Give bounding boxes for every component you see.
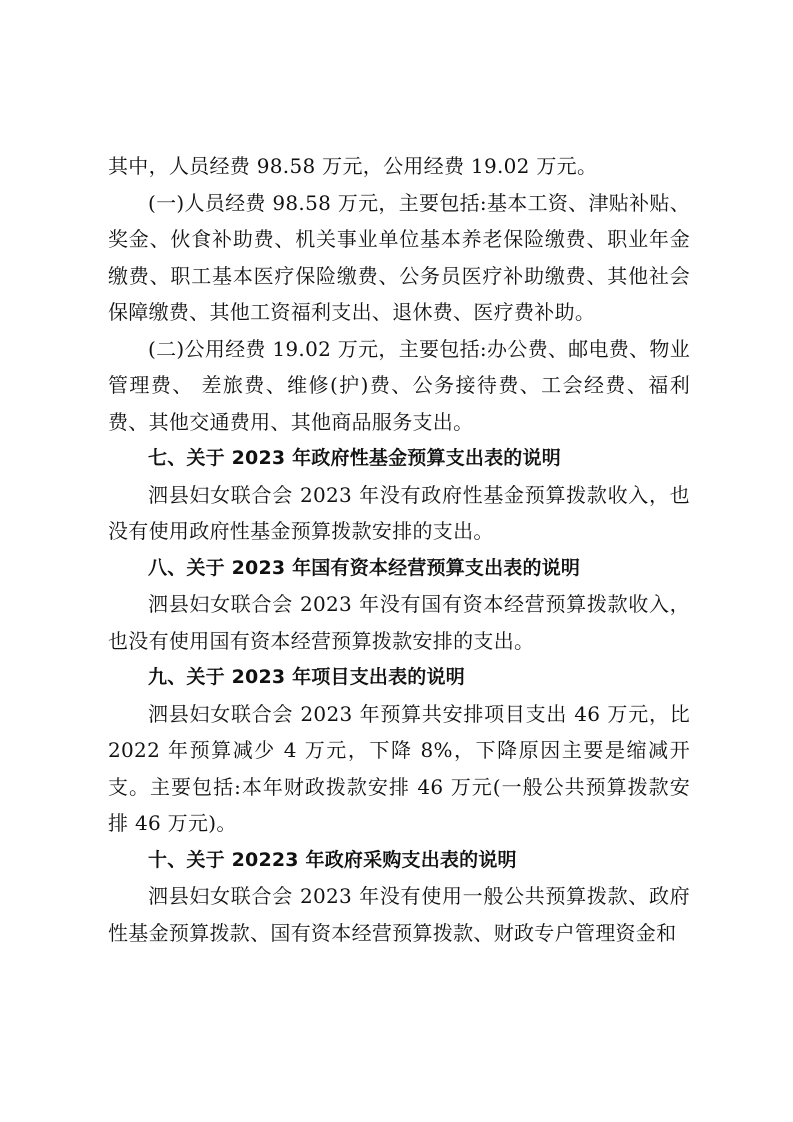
heading-section-8: 八、关于 2023 年国有资本经营预算支出表的说明 xyxy=(148,556,581,579)
paragraph-state-capital: 泗县妇女联合会 2023 年没有国有资本经营预算拨款收入，也没有使用国有资本经营预算拨款安排的支出。 xyxy=(108,592,690,653)
paragraph-public-expenses: (二)公用经费 19.02 万元，主要包括:办公费、邮电费、物业管理费、 差旅费、维修(护)费、公务接待费、工会经费、福利费、其他交通费用、其他商品服务支出。 xyxy=(108,336,690,434)
paragraph-project-expenses: 泗县妇女联合会 2023 年预算共安排项目支出 46 万元，比 2022 年预算减少 4 万元，下降 8%，下降原因主要是缩减开支。主要包括:本年财政拨款安排 46 万元(一般公共预算拨款安排 46 万元)。 xyxy=(108,701,690,835)
document-body xyxy=(108,148,690,951)
heading-section-9: 九、关于 2023 年项目支出表的说明 xyxy=(148,666,465,688)
paragraph-procurement: 泗县妇女联合会 2023 年没有使用一般公共预算拨款、政府性基金预算拨款、国有资本经营预算拨款、财政专户管理资金和 xyxy=(108,884,690,945)
heading-section-10: 十、关于 20223 年政府采购支出表的说明 xyxy=(148,848,517,871)
heading-section-7: 七、关于 2023 年政府性基金预算支出表的说明 xyxy=(148,447,561,469)
paragraph-personnel-expenses: (一)人员经费 98.58 万元，主要包括:基本工资、津贴补贴、奖金、伙食补助费、机关事业单位基本养老保险缴费、职业年金缴费、职工基本医疗保险缴费、公务员医疗补助缴费、其他社会保障缴费、其他工资福利支出、退休费、医疗费补助。 xyxy=(108,190,690,324)
paragraph-expense-summary: 其中，人员经费 98.58 万元，公用经费 19.02 万元。 xyxy=(108,154,598,178)
paragraph-government-fund: 泗县妇女联合会 2023 年没有政府性基金预算拨款收入，也没有使用政府性基金预算拨款安排的支出。 xyxy=(108,482,690,543)
